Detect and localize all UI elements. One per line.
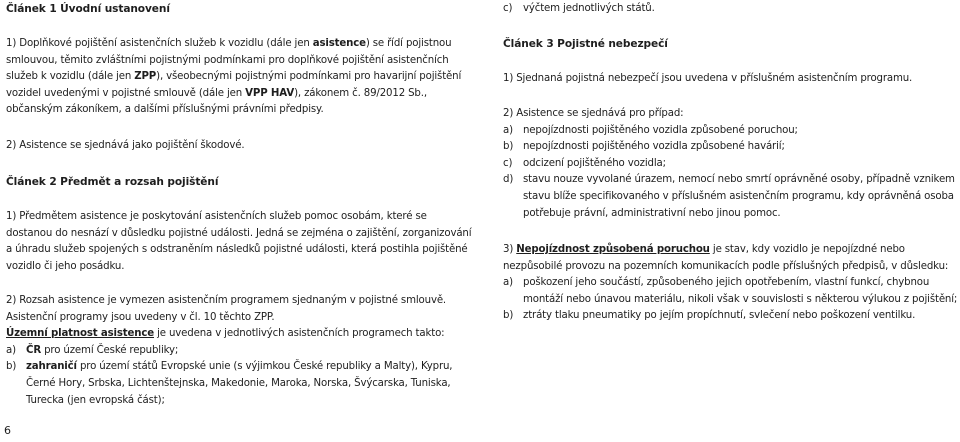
text-run: ), zákonem č. 89/2012 Sb., občanským zákoníkem, a dalšími příslušnými právními předpisy. <box>6 87 427 116</box>
term-vpp-hav: VPP HAV <box>245 87 295 99</box>
list-marker: a) <box>503 277 513 289</box>
list-item-text: odcizení pojištěného vozidla; <box>523 157 666 169</box>
text-run: 2) Rozsah asistence je vymezen asistenčním programem sjednaným v pojistné smlouvě. Asistenční programy jsou uvedeny v čl. 10 těchto ZPP. <box>6 295 447 323</box>
list-marker: c) <box>503 3 513 14</box>
article-3-paragraph-2 <box>503 106 958 222</box>
article-1-heading: Článek 1 Úvodní ustanovení <box>6 3 170 15</box>
list-marker: d) <box>503 174 514 186</box>
page-number: 6 <box>4 424 11 437</box>
list-item <box>6 359 474 409</box>
article-2-paragraph-2 <box>6 293 474 409</box>
list-item-text <box>26 359 474 409</box>
article-1-paragraph-2: 2) Asistence se sjednává jako pojištění škodové. <box>6 140 245 151</box>
text-run: ), všeobecnými pojistnými podmínkami pro havarijní pojištění vozidel uvedenými v pojistné smlouvě (dále jen <box>6 71 462 99</box>
text-run: je stav, kdy vozidlo je nepojízdné nebo nezpůsobilé provozu na pozemních komunikacích podle příslušných předpisů, v důsledku: <box>503 244 949 272</box>
text-run: je uvedena v jednotlivých asistenčních programech takto: <box>154 328 445 340</box>
article-2-heading: Článek 2 Předmět a rozsah pojištění <box>6 176 219 188</box>
text-run: pro území České republiky; <box>41 344 179 356</box>
list-item-text: poškození jeho součástí, způsobeného jejich opotřebením, vlastní funkcí, chybnou montáží nebo únavou materiálu, nikoli však v souvislosti s některou výlukou z pojištění; <box>523 277 958 305</box>
article-3-paragraph-3 <box>503 242 958 325</box>
list-item <box>503 308 958 325</box>
scope-paragraph <box>6 293 474 343</box>
paragraph-text <box>503 242 958 275</box>
list-item-text <box>26 343 474 360</box>
list-item <box>503 172 958 222</box>
breakdown-term: Nepojízdnost způsobená poruchou <box>516 244 710 255</box>
list-item <box>503 156 958 173</box>
list-item-text: nepojízdnosti pojištěného vozidla způsobené poruchou; <box>523 124 798 136</box>
list-item <box>503 1 958 18</box>
list-marker: a) <box>6 344 16 356</box>
list-marker: c) <box>503 157 513 169</box>
list-item <box>503 139 958 156</box>
term-zahranici: zahraničí <box>26 361 77 373</box>
text-run: ) se řídí pojistnou smlouvou, těmito zvláštními pojistnými podmínkami pro doplňkové pojištění asistenčních služeb k vozidlu (dále jen <box>6 38 452 83</box>
list-item <box>503 275 958 308</box>
list-item-text: stavu nouze vyvolané úrazem, nemocí nebo smrtí oprávněné osoby, případně vznikem stavu blíže specifikovaného v příslušném asistenčním programu, kdy oprávněná osoba potřebuje právní, administrativní nebo jinou pomoc. <box>523 174 955 219</box>
term-asistence: asistence <box>312 38 366 49</box>
list-marker: b) <box>6 361 17 373</box>
list-item <box>6 343 474 360</box>
term-cr: ČR <box>26 344 42 356</box>
text-run: 1) Doplňkové pojištění asistenčních služeb k vozidlu (dále jen <box>6 38 313 49</box>
list-item-text: nepojízdnosti pojištěného vozidla způsobené havárií; <box>523 141 785 153</box>
list-marker: a) <box>503 124 513 136</box>
territorial-validity-term: Územní platnost asistence <box>6 328 155 340</box>
list-marker: b) <box>503 141 514 153</box>
article-3-heading: Článek 3 Pojistné nebezpečí <box>503 38 668 50</box>
list-marker: b) <box>503 310 514 322</box>
text-run: pro území států Evropské unie (s výjimkou České republiky a Malty), Kypru, Černé Hory, Srbska, Lichtenštejnska, Makedonie, Maroka, Norska, Švýcarska, Tuniska, Turecka (jen evropská část); <box>26 361 453 406</box>
list-item-text: výčtem jednotlivých států. <box>523 3 655 14</box>
list-item <box>503 123 958 140</box>
list-item-text: ztráty tlaku pneumatiky po jejím propíchnutí, svlečení nebo poškození ventilku. <box>523 310 916 322</box>
article-2-paragraph-1: 1) Předmětem asistence je poskytování asistenčních služeb pomoc osobám, které se dostanou do nesnází v důsledku pojistné události. Jedná se zejména o zajištění, zorganizování a úhradu služeb spojených s odstraněním následků pojistné události, která postihla pojištěné vozidlo či jeho posádku. <box>6 211 472 272</box>
text-run: 3) <box>503 244 517 255</box>
term-zpp: ZPP <box>134 71 157 83</box>
article-1-paragraph-1 <box>6 36 476 119</box>
article-3-paragraph-1: 1) Sjednaná pojistná nebezpečí jsou uvedena v příslušném asistenčním programu. <box>503 73 913 84</box>
paragraph-text: 2) Asistence se sjednává pro případ: <box>503 108 684 119</box>
